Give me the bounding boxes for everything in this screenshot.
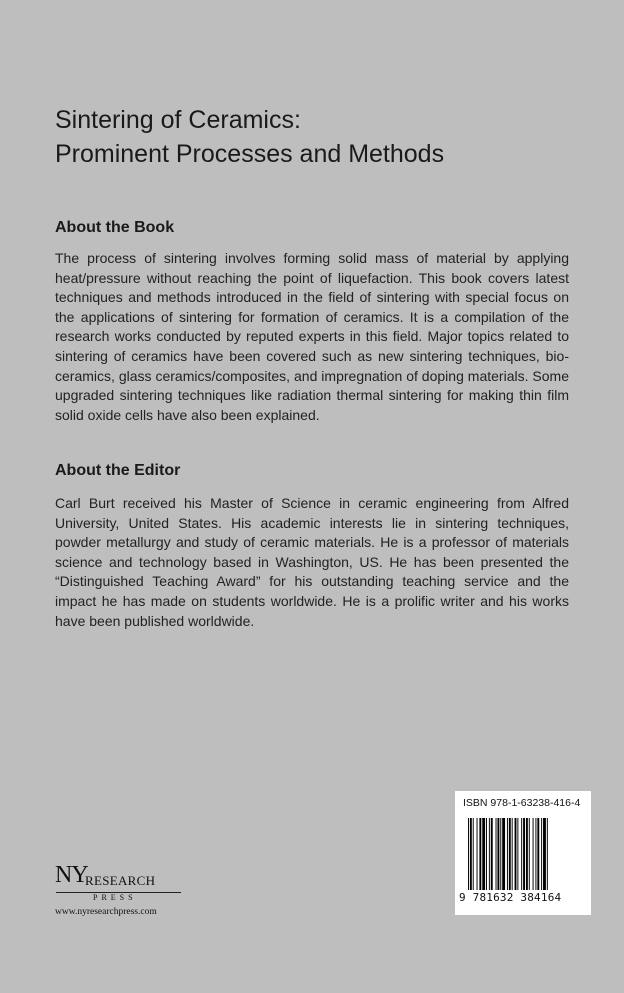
book-title-line-1: Sintering of Ceramics: xyxy=(55,106,301,134)
about-editor-text: Carl Burt received his Master of Science in ceramic engineering from Alfred University, United States. His academic interests lie in sintering techniques, powder metallurgy and study of ceramic materials. He is a professor of materials science and technology based in Washington, US. He has been presented the “Distinguished Teaching Award” for his outstanding teaching service and the impact he has made on students worldwide. He is a prolific writer and his works have been published worldwide. xyxy=(55,495,569,629)
about-book-text: The process of sintering involves forming solid mass of material by applying heat/pressure without reaching the point of liquefaction. This book covers latest techniques and methods introduced in the field of sintering with special focus on the applications of sintering for formation of ceramics. It is a compilation of the research works conducted by reputed experts in this field. Major topics related to sintering of ceramics have been covered such as new sintering techniques, bio-ceramics, glass ceramics/composites, and impregnation of doping materials. Some upgraded sintering techniques like radiation thermal sintering for making thin film solid oxide cells have also been explained. xyxy=(55,250,569,423)
barcode-icon xyxy=(468,818,578,890)
logo-ny: NY xyxy=(55,862,88,888)
isbn-label: ISBN 978-1-63238-416-4 xyxy=(463,797,581,809)
barcode-panel xyxy=(455,791,591,915)
publisher-url: www.nyresearchpress.com xyxy=(55,907,157,917)
barcode-digits: 9 781632 384164 xyxy=(459,891,562,904)
logo-press: PRESS xyxy=(93,893,137,902)
book-title-line-2: Prominent Processes and Methods xyxy=(55,140,445,168)
book-title xyxy=(55,103,575,171)
about-book-heading: About the Book xyxy=(55,219,175,236)
about-editor-heading: About the Editor xyxy=(55,462,181,479)
logo-research: RESEARCH xyxy=(85,873,156,888)
publisher-logo xyxy=(55,862,195,922)
